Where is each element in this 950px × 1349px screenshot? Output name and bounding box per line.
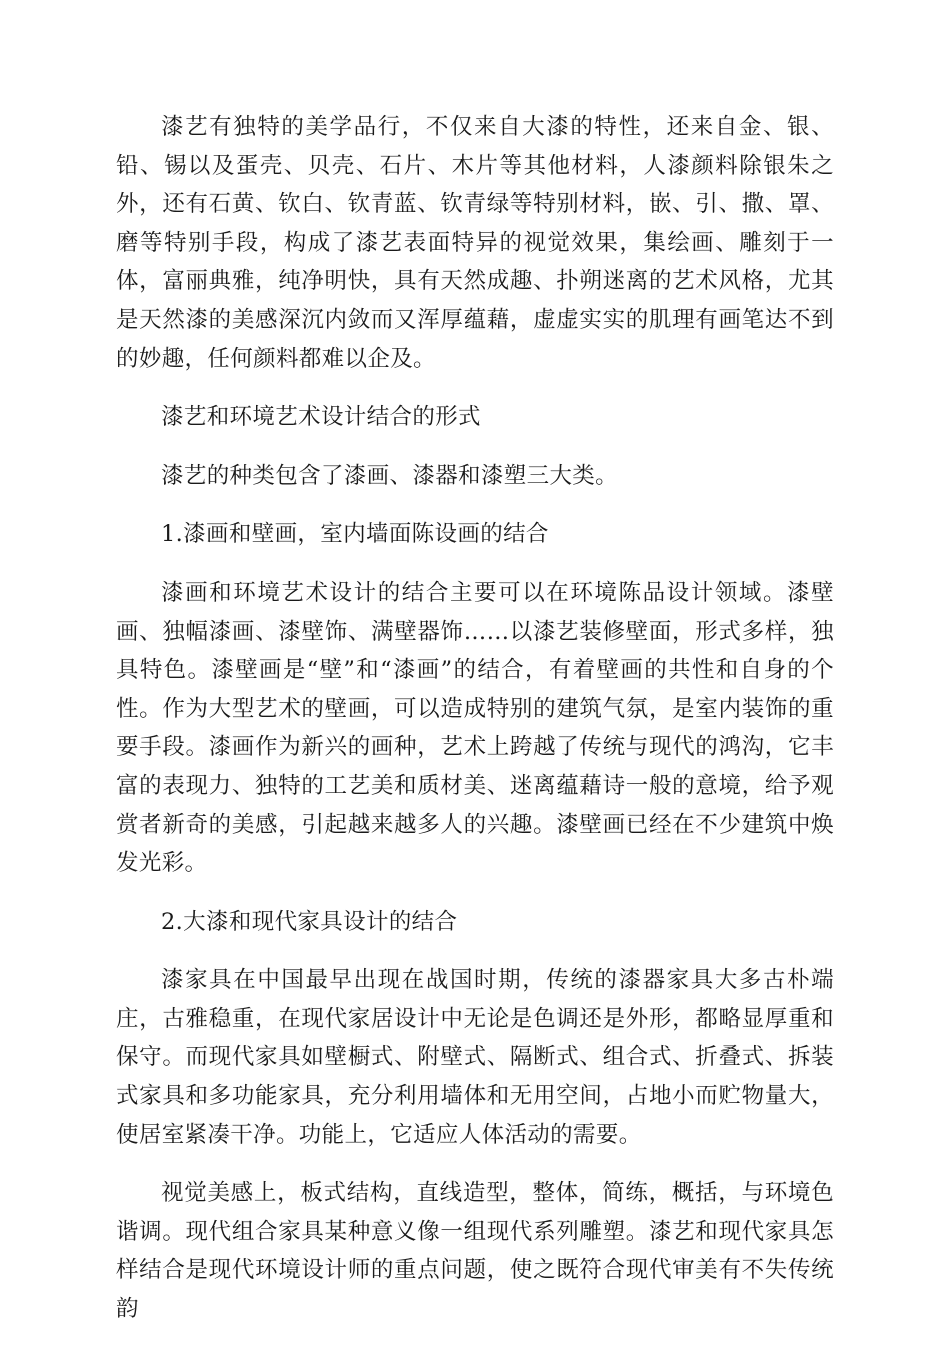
subheading-lacquer-painting-murals: 1.漆画和壁画，室内墙面陈设画的结合 [161, 521, 549, 548]
paragraph-lacquer-furniture: 漆家具在中国最早出现在战国时期，传统的漆器家具大多古朴端庄，古雅稳重，在现代家居设计中无论是色调还是外形，都略显厚重和保守。而现代家具如壁橱式、附壁式、隔断式、组合式、折叠式、拆装式家具和多功能家具，充分利用墙体和无用空间，占地小而贮物量大，使居室紧凑干净。功能上，它适应人体活动的需要。 [116, 967, 834, 1148]
document-page [116, 108, 834, 1349]
subheading-lacquer-furniture: 2.大漆和现代家具设计的结合 [161, 908, 458, 935]
paragraph-visual-aesthetics: 视觉美感上，板式结构，直线造型，整体，简练，概括，与环境色谐调。现代组合家具某种意义像一组现代系列雕塑。漆艺和现代家具怎样结合是现代环境设计师的重点问题，使之既符合现代审美有不失传统韵 [116, 1180, 834, 1323]
section-heading-combination-forms: 漆艺和环境艺术设计结合的形式 [161, 404, 481, 431]
paragraph-lacquer-murals: 漆画和环境艺术设计的结合主要可以在环境陈品设计领域。漆壁画、独幅漆画、漆壁饰、满壁器饰……以漆艺装修壁面，形式多样，独具特色。漆壁画是“壁”和“漆画”的结合，有着壁画的共性和自身的个性。作为大型艺术的壁画，可以造成特别的建筑气氛，是室内装饰的重要手段。漆画作为新兴的画种，艺术上跨越了传统与现代的鸿沟，它丰富的表现力、独特的工艺美和质材美、迷离蕴藉诗一般的意境，给予观赏者新奇的美感，引起越来越多人的兴趣。漆壁画已经在不少建筑中焕发光彩。 [116, 579, 834, 877]
paragraph-lacquer-types: 漆艺的种类包含了漆画、漆器和漆塑三大类。 [161, 462, 619, 489]
paragraph-lacquer-aesthetics: 漆艺有独特的美学品行，不仅来自大漆的特性，还来自金、银、铅、锡以及蛋壳、贝壳、石片、木片等其他材料，人漆颜料除银朱之外，还有石黄、钦白、钦青蓝、钦青绿等特别材料，嵌、引、撒、罩、磨等特别手段，构成了漆艺表面特异的视觉效果，集绘画、雕刻于一体，富丽典雅，纯净明快，具有天然成趣、扑朔迷离的艺术风格，尤其是天然漆的美感深沉内敛而又浑厚蕴藉，虚虚实实的肌理有画笔达不到的妙趣，任何颜料都难以企及。 [116, 114, 834, 372]
